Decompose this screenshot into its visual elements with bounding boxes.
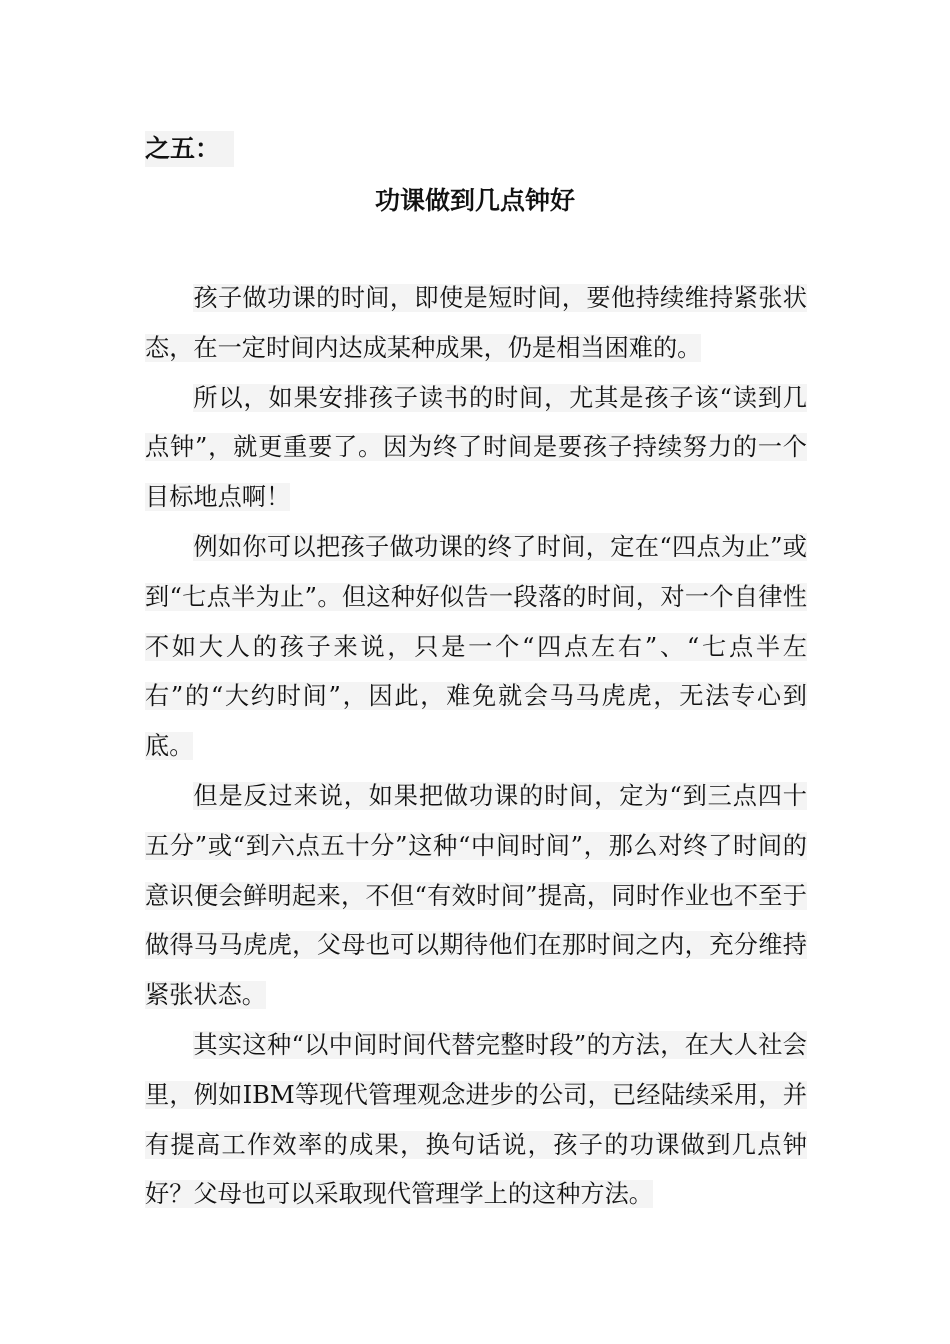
paragraph-1 xyxy=(145,274,807,374)
paragraph-3-text: 例如你可以把孩子做功课的终了时间，定在“四点为止”或到“七点半为止”。但这种好似告一段落的时间，对一个自律性不如大人的孩子来说，只是一个“四点左右”、“七点半左右”的“大约时间”，因此，难免就会马马虎虎，无法专心到底。 xyxy=(145,532,807,761)
paragraph-2-text: 所以，如果安排孩子读书的时间，尤其是孩子该“读到几点钟”，就更重要了。因为终了时间是要孩子持续努力的一个目标地点啊！ xyxy=(145,383,807,512)
section-heading: 之五： xyxy=(145,131,234,167)
paragraph-1-text: 孩子做功课的时间，即使是短时间，要他持续维持紧张状态，在一定时间内达成某种成果，仍是相当困难的。 xyxy=(145,284,807,362)
paragraph-5-text: 其实这种“以中间时间代替完整时段”的方法，在大人社会里，例如IBM等现代管理观念进步的公司，已经陆续采用，并有提高工作效率的成果，换句话说，孩子的功课做到几点钟好？父母也可以采取现代管理学上的这种方法。 xyxy=(145,1030,807,1209)
paragraph-4 xyxy=(145,772,807,1021)
paragraph-3 xyxy=(145,523,807,772)
article-title: 功课做到几点钟好 xyxy=(374,186,575,215)
paragraph-2 xyxy=(145,374,807,523)
paragraph-5 xyxy=(145,1021,807,1220)
paragraph-4-text: 但是反过来说，如果把做功课的时间，定为“到三点四十五分”或“到六点五十分”这种“中间时间”，那么对终了时间的意识便会鲜明起来，不但“有效时间”提高，同时作业也不至于做得马马虎虎，父母也可以期待他们在那时间之内，充分维持紧张状态。 xyxy=(145,781,807,1010)
article-body xyxy=(145,274,807,1220)
